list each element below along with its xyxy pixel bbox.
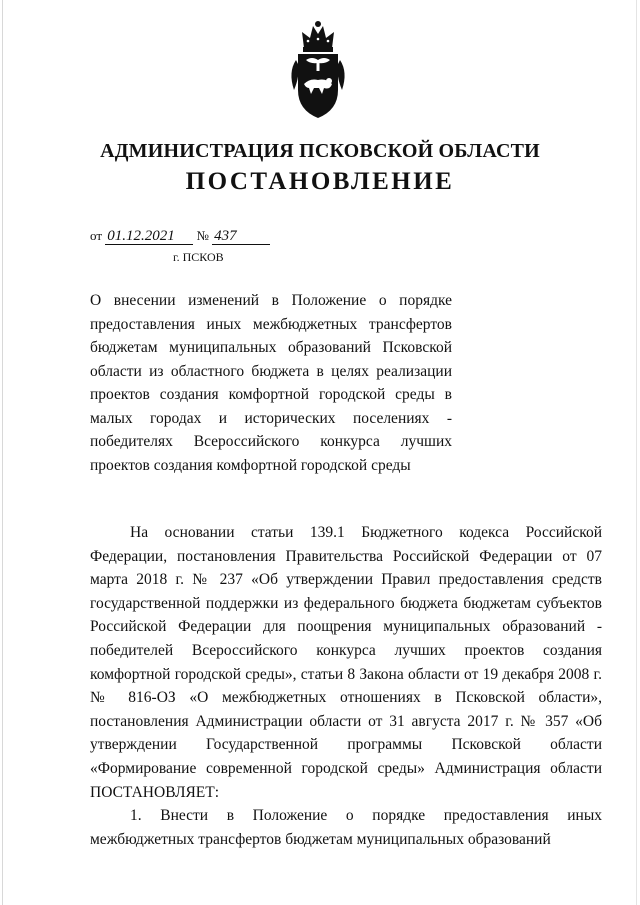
date-number-line xyxy=(90,228,270,245)
number-prefix: № xyxy=(196,228,209,243)
organization-title: АДМИНИСТРАЦИЯ ПСКОВСКОЙ ОБЛАСТИ xyxy=(100,140,540,162)
date-prefix: от xyxy=(90,228,103,243)
document-subject: О внесении изменений в Положение о порядке предоставления иных межбюджетных трансфертов бюджетам муниципальных образований Псковской области из областного бюджета в целях реализации проектов создания комфортной городской среды в малых городах и исторических поселениях - победителях Всероссийского конкурса лучших проектов создания комфортной городской среды xyxy=(90,292,452,474)
pskov-coat-of-arms-icon xyxy=(282,20,354,120)
document-body xyxy=(90,521,602,851)
handwritten-number: 437 xyxy=(212,229,270,245)
document-type: ПОСТАНОВЛЕНИЕ xyxy=(185,168,455,195)
scan-edge xyxy=(2,0,3,905)
handwritten-date: 01.12.2021 xyxy=(105,229,193,245)
item-1-paragraph: 1. Внести в Положение о порядке предоставления иных межбюджетных трансфертов бюджетам муниципальных образований xyxy=(90,807,602,848)
city: г. ПСКОВ xyxy=(173,250,224,264)
preamble-paragraph: На основании статьи 139.1 Бюджетного кодекса Российской Федерации, постановления Правительства Российской Федерации от 07 марта 2018 г. № 237 «Об утверждении Правил предоставления средств государственной поддержки из федерального бюджета бюджетам субъектов Российской Федерации для поощрения муниципальных образований - победителей Всероссийского конкурса лучших проектов создания комфортной городской среды», статьи 8 Закона области от 19 декабря 2008 г. № 816-ОЗ «О межбюджетных отношениях в Псковской области», постановления Администрации области от 31 августа 2017 г. № 357 «Об утверждении Государственной программы Псковской области «Формирование современной городской среды» Администрация области ПОСТАНОВЛЯЕТ: xyxy=(90,524,602,801)
scan-edge xyxy=(636,0,637,905)
